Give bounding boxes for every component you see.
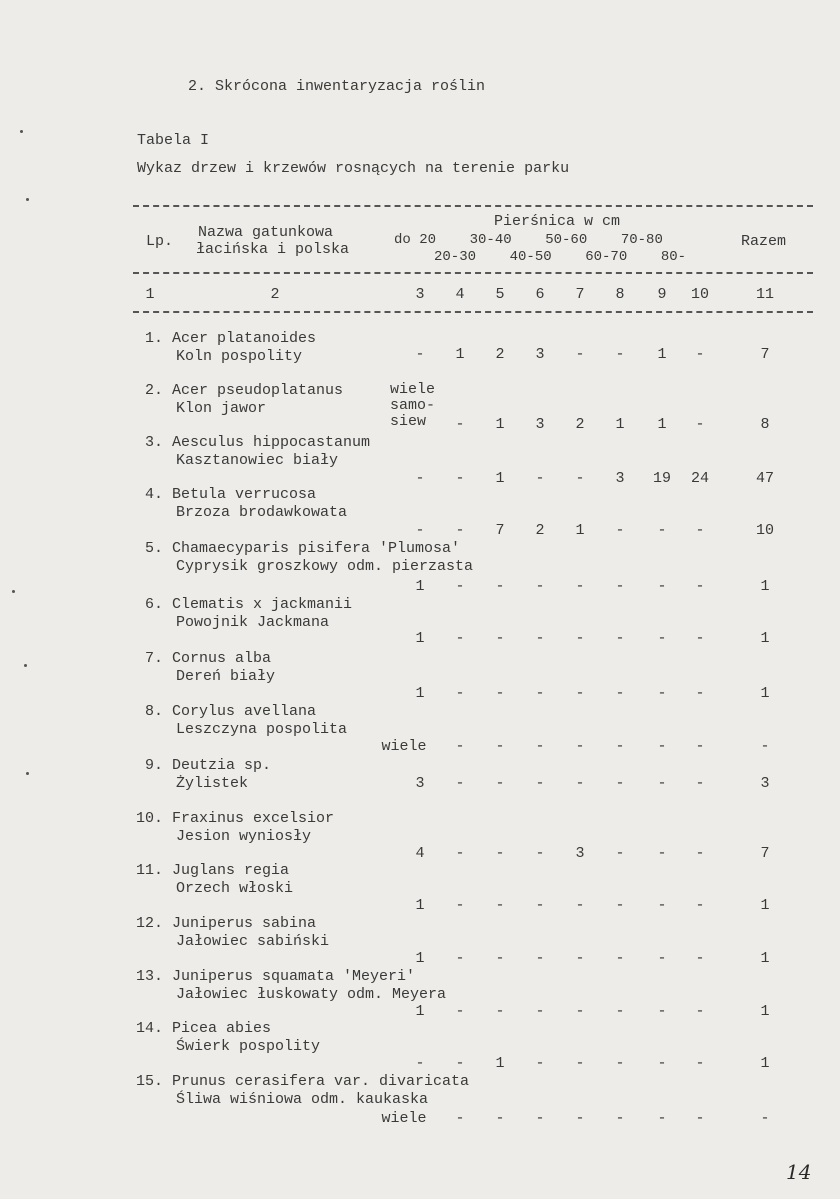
table-cell: 47 — [755, 470, 774, 487]
table-cell: - — [495, 950, 505, 967]
table-cell: - — [760, 1110, 770, 1127]
table-cell: - — [615, 630, 625, 647]
table-cell: 1 — [760, 578, 770, 595]
table-cell: - — [535, 950, 545, 967]
column-number: 10 — [690, 286, 709, 303]
table-cell: - — [455, 775, 465, 792]
species-latin-name: 3. Aesculus hippocastanum — [145, 434, 371, 451]
table-cell: - — [455, 470, 465, 487]
table-cell: - — [615, 897, 625, 914]
table-cell: 1 — [495, 416, 505, 433]
table-cell: - — [575, 775, 585, 792]
species-polish-name: Koln pospolity — [176, 348, 303, 365]
table-cell: - — [535, 845, 545, 862]
table-cell: - — [615, 522, 625, 539]
table-cell: - — [455, 897, 465, 914]
column-number: 6 — [535, 286, 545, 303]
table-cell: - — [455, 845, 465, 862]
species-polish-name: Klon jawor — [176, 400, 267, 417]
scan-speck — [24, 664, 27, 667]
table-cell: - — [615, 578, 625, 595]
species-latin-name: 8. Corylus avellana — [145, 703, 317, 720]
table-cell: - — [535, 1110, 545, 1127]
table-cell: - — [695, 738, 705, 755]
table-cell: - — [455, 578, 465, 595]
species-latin-name: 12. Juniperus sabina — [136, 915, 317, 932]
table-cell: - — [575, 1055, 585, 1072]
column-number: 9 — [657, 286, 667, 303]
table-cell: - — [455, 738, 465, 755]
table-cell: - — [495, 738, 505, 755]
table-cell: - — [495, 1110, 505, 1127]
table-cell: - — [695, 578, 705, 595]
table-cell: - — [415, 522, 425, 539]
header-ranges-top: do 20 30-40 50-60 70-80 — [394, 232, 663, 248]
scan-speck — [26, 772, 29, 775]
species-polish-name: Dereń biały — [176, 668, 276, 685]
table-cell: - — [575, 630, 585, 647]
table-cell: 1 — [657, 346, 667, 363]
table-cell: - — [657, 845, 667, 862]
species-latin-name: 9. Deutzia sp. — [145, 757, 272, 774]
table-cell: - — [535, 578, 545, 595]
column-number: 2 — [270, 286, 280, 303]
table-cell: 24 — [690, 470, 709, 487]
table-cell: 7 — [760, 845, 770, 862]
table-cell: 3 — [415, 775, 425, 792]
table-cell: - — [657, 630, 667, 647]
table-cell: 2 — [495, 346, 505, 363]
abundance-note: wiele samo- siew — [390, 381, 436, 430]
table-cell: 1 — [415, 685, 425, 702]
table-cell: - — [415, 470, 425, 487]
species-polish-name: Śliwa wiśniowa odm. kaukaska — [176, 1091, 429, 1108]
table-cell: - — [615, 775, 625, 792]
table-cell: - — [657, 897, 667, 914]
species-latin-name: 5. Chamaecyparis pisifera 'Plumosa' — [145, 540, 461, 557]
species-latin-name: 13. Juniperus squamata 'Meyeri' — [136, 968, 416, 985]
table-cell: - — [495, 897, 505, 914]
header-lp: Lp. — [146, 233, 174, 250]
table-cell: - — [695, 630, 705, 647]
table-cell: - — [695, 416, 705, 433]
table-cell: - — [495, 685, 505, 702]
section-title: 2. Skrócona inwentaryzacja roślin — [188, 78, 486, 95]
table-cell: 1 — [760, 685, 770, 702]
table-cell: 1 — [415, 897, 425, 914]
species-latin-name: 15. Prunus cerasifera var. divaricata — [136, 1073, 470, 1090]
table-cell: - — [657, 950, 667, 967]
table-cell: - — [615, 685, 625, 702]
scan-speck — [20, 130, 23, 133]
species-polish-name: Jesion wyniosły — [176, 828, 312, 845]
column-number: 3 — [415, 286, 425, 303]
species-latin-name: 6. Clematis x jackmanii — [145, 596, 353, 613]
species-polish-name: Kasztanowiec biały — [176, 452, 339, 469]
table-cell: - — [695, 845, 705, 862]
table-cell: - — [535, 738, 545, 755]
table-cell: 19 — [652, 470, 671, 487]
table-cell: - — [535, 775, 545, 792]
header-ranges-bottom: 20-30 40-50 60-70 80- — [434, 249, 687, 265]
table-cell: 2 — [535, 522, 545, 539]
table-cell: - — [657, 775, 667, 792]
table-cell: wiele — [381, 738, 427, 755]
table-cell: 3 — [575, 845, 585, 862]
table-label: Tabela I — [137, 132, 210, 149]
table-cell: 3 — [760, 775, 770, 792]
header-razem: Razem — [741, 233, 787, 250]
species-polish-name: Jałowiec łuskowaty odm. Meyera — [176, 986, 447, 1003]
table-caption: Wykaz drzew i krzewów rosnących na terenie parku — [137, 160, 570, 177]
table-cell: - — [455, 1110, 465, 1127]
table-cell: - — [760, 738, 770, 755]
table-cell: - — [657, 1055, 667, 1072]
table-cell: 7 — [495, 522, 505, 539]
table-cell: - — [575, 738, 585, 755]
table-cell: - — [657, 522, 667, 539]
header-piersnica: Pierśnica w cm — [494, 213, 621, 230]
table-cell: - — [495, 845, 505, 862]
table-cell: - — [695, 897, 705, 914]
table-cell: - — [695, 1110, 705, 1127]
species-polish-name: Cyprysik groszkowy odm. pierzasta — [176, 558, 474, 575]
table-cell: 1 — [415, 630, 425, 647]
table-cell: - — [575, 897, 585, 914]
table-cell: 1 — [415, 950, 425, 967]
table-cell: - — [455, 950, 465, 967]
table-cell: - — [455, 685, 465, 702]
table-cell: - — [657, 685, 667, 702]
table-cell: 1 — [760, 1055, 770, 1072]
header-rule — [133, 272, 813, 274]
table-cell: - — [615, 845, 625, 862]
species-polish-name: Jałowiec sabiński — [176, 933, 330, 950]
table-cell: - — [615, 346, 625, 363]
table-cell: 10 — [755, 522, 774, 539]
table-cell: - — [615, 1110, 625, 1127]
table-cell: 1 — [657, 416, 667, 433]
table-cell: - — [535, 897, 545, 914]
scan-speck — [26, 198, 29, 201]
species-latin-name: 7. Cornus alba — [145, 650, 272, 667]
species-latin-name: 4. Betula verrucosa — [145, 486, 317, 503]
table-cell: 3 — [535, 346, 545, 363]
species-polish-name: Orzech włoski — [176, 880, 294, 897]
table-cell: 1 — [760, 1003, 770, 1020]
table-cell: - — [695, 685, 705, 702]
table-cell: 7 — [760, 346, 770, 363]
species-polish-name: Świerk pospolity — [176, 1038, 321, 1055]
column-number: 8 — [615, 286, 625, 303]
page-number: 14 — [786, 1160, 812, 1184]
table-cell: - — [657, 578, 667, 595]
species-latin-name: 1. Acer platanoides — [145, 330, 317, 347]
table-cell: 2 — [575, 416, 585, 433]
header-name-polish: łacińska i polska — [196, 241, 350, 258]
table-cell: - — [615, 950, 625, 967]
table-cell: - — [695, 1055, 705, 1072]
table-cell: - — [455, 416, 465, 433]
table-cell: - — [695, 775, 705, 792]
column-number: 7 — [575, 286, 585, 303]
table-cell: - — [535, 1055, 545, 1072]
column-number: 1 — [145, 286, 155, 303]
table-cell: - — [415, 1055, 425, 1072]
species-latin-name: 14. Picea abies — [136, 1020, 272, 1037]
table-cell: - — [535, 1003, 545, 1020]
species-latin-name: 11. Juglans regia — [136, 862, 290, 879]
species-latin-name: 2. Acer pseudoplatanus — [145, 382, 344, 399]
table-cell: 1 — [415, 578, 425, 595]
column-numbers-rule — [133, 311, 813, 313]
table-cell: 1 — [415, 1003, 425, 1020]
table-cell: 1 — [615, 416, 625, 433]
table-cell: - — [575, 578, 585, 595]
table-cell: - — [495, 630, 505, 647]
column-number: 5 — [495, 286, 505, 303]
table-cell: - — [495, 775, 505, 792]
table-cell: - — [657, 1110, 667, 1127]
scan-speck — [12, 590, 15, 593]
column-number: 4 — [455, 286, 465, 303]
table-cell: - — [575, 346, 585, 363]
species-latin-name: 10. Fraxinus excelsior — [136, 810, 335, 827]
table-cell: - — [455, 522, 465, 539]
table-cell: - — [455, 1003, 465, 1020]
table-cell: - — [535, 470, 545, 487]
table-cell: - — [695, 522, 705, 539]
table-cell: - — [575, 1110, 585, 1127]
table-cell: - — [575, 685, 585, 702]
table-cell: - — [657, 738, 667, 755]
table-cell: 3 — [615, 470, 625, 487]
table-cell: - — [455, 630, 465, 647]
table-cell: - — [575, 950, 585, 967]
species-polish-name: Żylistek — [176, 775, 249, 792]
table-cell: 1 — [495, 470, 505, 487]
table-cell: - — [695, 346, 705, 363]
table-cell: - — [615, 738, 625, 755]
table-cell: 1 — [760, 950, 770, 967]
table-cell: - — [657, 1003, 667, 1020]
table-cell: - — [575, 470, 585, 487]
table-cell: - — [415, 346, 425, 363]
species-polish-name: Powojnik Jackmana — [176, 614, 330, 631]
table-cell: 8 — [760, 416, 770, 433]
table-cell: - — [535, 685, 545, 702]
column-number: 11 — [755, 286, 774, 303]
table-cell: 1 — [760, 630, 770, 647]
table-cell: - — [495, 578, 505, 595]
table-cell: 1 — [455, 346, 465, 363]
header-name-latin: Nazwa gatunkowa — [198, 224, 334, 241]
table-cell: 3 — [535, 416, 545, 433]
table-cell: - — [615, 1003, 625, 1020]
table-cell: - — [575, 1003, 585, 1020]
table-cell: - — [695, 1003, 705, 1020]
table-cell: - — [615, 1055, 625, 1072]
table-cell: 1 — [495, 1055, 505, 1072]
species-polish-name: Brzoza brodawkowata — [176, 504, 348, 521]
table-cell: - — [455, 1055, 465, 1072]
table-cell: 4 — [415, 845, 425, 862]
species-polish-name: Leszczyna pospolita — [176, 721, 348, 738]
table-cell: - — [695, 950, 705, 967]
table-cell: 1 — [760, 897, 770, 914]
table-cell: - — [535, 630, 545, 647]
top-rule — [133, 205, 813, 207]
table-cell: 1 — [575, 522, 585, 539]
table-cell: wiele — [381, 1110, 427, 1127]
table-cell: - — [495, 1003, 505, 1020]
